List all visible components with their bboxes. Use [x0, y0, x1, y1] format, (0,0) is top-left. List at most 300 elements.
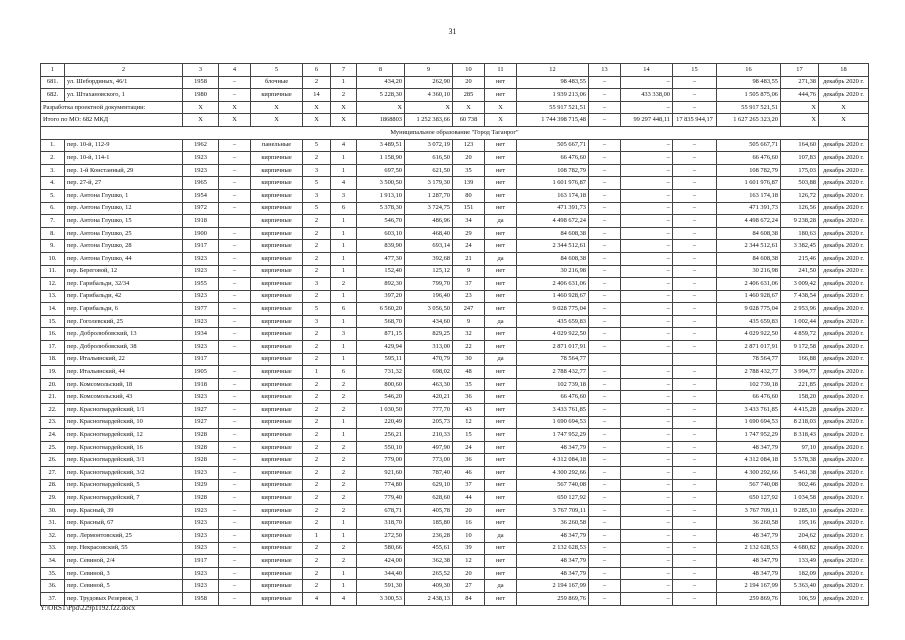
- table-cell: 2: [303, 378, 331, 391]
- table-cell: 66 476,60: [517, 391, 589, 404]
- table-cell: 567 740,08: [517, 479, 589, 492]
- column-number: 13: [589, 64, 621, 77]
- column-number: 16: [717, 64, 781, 77]
- table-cell: 204,62: [781, 529, 819, 542]
- table-cell: 23.: [41, 416, 65, 429]
- table-cell: 8 318,43: [781, 429, 819, 442]
- table-cell: –: [589, 391, 621, 404]
- table-cell: –: [673, 177, 717, 190]
- table-cell: пер. Красногвардейский, 3/2: [65, 467, 183, 480]
- table-cell: 1917: [183, 240, 219, 253]
- column-number: 7: [331, 64, 357, 77]
- table-cell: –: [589, 215, 621, 228]
- table-cell: 23: [453, 290, 485, 303]
- table-row: [41, 328, 869, 341]
- table-cell: 265,52: [405, 567, 453, 580]
- table-cell: –: [673, 152, 717, 165]
- table-cell: 98 483,55: [517, 76, 589, 89]
- table-row: [41, 240, 869, 253]
- table-cell: 5 578,38: [781, 454, 819, 467]
- table-cell: 2: [303, 76, 331, 89]
- table-cell: 2: [303, 152, 331, 165]
- table-cell: декабрь 2020 г.: [819, 164, 869, 177]
- table-cell: –: [673, 215, 717, 228]
- table-cell: 66 476,60: [717, 152, 781, 165]
- table-cell: 220,49: [357, 416, 405, 429]
- table-cell: –: [673, 76, 717, 89]
- table-row: [41, 555, 869, 568]
- table-cell: пер. Итальянский, 44: [65, 366, 183, 379]
- table-cell: 2: [303, 580, 331, 593]
- table-cell: нет: [485, 567, 517, 580]
- table-cell: 892,30: [357, 278, 405, 291]
- table-cell: 22.: [41, 404, 65, 417]
- table-cell: 2: [303, 567, 331, 580]
- table-cell: –: [219, 529, 251, 542]
- column-number: 4: [219, 64, 251, 77]
- table-cell: 697,50: [357, 164, 405, 177]
- table-cell: –: [589, 114, 621, 127]
- table-row: [41, 139, 869, 152]
- column-number: 1: [41, 64, 65, 77]
- table-cell: кирпичные: [251, 353, 303, 366]
- table-cell: [219, 353, 251, 366]
- table-row: [41, 152, 869, 165]
- table-cell: 546,70: [357, 215, 405, 228]
- table-cell: –: [621, 240, 673, 253]
- table-cell: 11.: [41, 265, 65, 278]
- table-cell: –: [673, 416, 717, 429]
- table-cell: 1955: [183, 278, 219, 291]
- table-cell: декабрь 2020 г.: [819, 492, 869, 505]
- table-cell: –: [219, 555, 251, 568]
- table-cell: 420,21: [405, 391, 453, 404]
- table-cell: 44: [453, 492, 485, 505]
- table-cell: 800,60: [357, 378, 405, 391]
- table-cell: –: [673, 227, 717, 240]
- table-cell: 12: [453, 416, 485, 429]
- table-cell: X: [331, 101, 357, 114]
- table-cell: 126,72: [781, 189, 819, 202]
- table-cell: 36.: [41, 580, 65, 593]
- table-cell: –: [219, 479, 251, 492]
- table-cell: –: [219, 341, 251, 354]
- table-cell: –: [589, 202, 621, 215]
- table-cell: 1923: [183, 164, 219, 177]
- column-number: 17: [781, 64, 819, 77]
- table-cell: пер. Некрасовский, 55: [65, 542, 183, 555]
- table-cell: X: [405, 101, 453, 114]
- table-cell: –: [673, 567, 717, 580]
- table-cell: –: [219, 290, 251, 303]
- column-number: 5: [251, 64, 303, 77]
- table-cell: 2 871 017,91: [517, 341, 589, 354]
- header-row: [41, 64, 869, 77]
- table-cell: –: [621, 567, 673, 580]
- table-cell: кирпичные: [251, 517, 303, 530]
- table-cell: 262,90: [405, 76, 453, 89]
- table-cell: 1868803: [357, 114, 405, 127]
- table-cell: 435 659,83: [517, 315, 589, 328]
- table-cell: 285: [453, 89, 485, 102]
- table-cell: кирпичные: [251, 240, 303, 253]
- table-cell: 1: [331, 227, 357, 240]
- table-cell: 215,46: [781, 252, 819, 265]
- table-cell: 1965: [183, 177, 219, 190]
- column-number: 14: [621, 64, 673, 77]
- table-cell: 779,00: [357, 454, 405, 467]
- table-cell: 1: [331, 353, 357, 366]
- table-cell: –: [589, 454, 621, 467]
- table-cell: –: [673, 542, 717, 555]
- table-cell: 731,32: [357, 366, 405, 379]
- table-cell: 2: [303, 479, 331, 492]
- table-cell: пер. 10-й, 112-9: [65, 139, 183, 152]
- table-cell: 2: [303, 290, 331, 303]
- table-cell: 33.: [41, 542, 65, 555]
- table-cell: пер. Антона Глушко, 15: [65, 215, 183, 228]
- table-cell: 6: [331, 303, 357, 316]
- table-cell: нет: [485, 164, 517, 177]
- table-cell: декабрь 2020 г.: [819, 529, 869, 542]
- table-cell: 4 360,10: [405, 89, 453, 102]
- table-cell: нет: [485, 504, 517, 517]
- table-cell: 4 498 672,24: [517, 215, 589, 228]
- table-cell: 546,20: [357, 391, 405, 404]
- table-cell: кирпичные: [251, 454, 303, 467]
- table-cell: 8.: [41, 227, 65, 240]
- table-cell: –: [589, 227, 621, 240]
- table-row: [41, 252, 869, 265]
- table-cell: –: [673, 517, 717, 530]
- table-cell: 434,60: [405, 315, 453, 328]
- table-cell: 1927: [183, 404, 219, 417]
- table-cell: 777,70: [405, 404, 453, 417]
- table-cell: 5 378,30: [357, 202, 405, 215]
- table-cell: –: [673, 580, 717, 593]
- table-cell: 151: [453, 202, 485, 215]
- table-cell: 1: [331, 152, 357, 165]
- table-cell: 21: [453, 252, 485, 265]
- table-cell: 1917: [183, 555, 219, 568]
- table-cell: 210,33: [405, 429, 453, 442]
- table-cell: 682.: [41, 89, 65, 102]
- table-cell: –: [219, 278, 251, 291]
- table-cell: 629,10: [405, 479, 453, 492]
- table-cell: 7 438,54: [781, 290, 819, 303]
- table-cell: 1 747 952,29: [717, 429, 781, 442]
- table-cell: 2: [331, 278, 357, 291]
- table-cell: 55 917 521,51: [717, 101, 781, 114]
- table-cell: нет: [485, 366, 517, 379]
- table-cell: –: [589, 240, 621, 253]
- table-cell: 4: [331, 139, 357, 152]
- table-cell: декабрь 2020 г.: [819, 240, 869, 253]
- table-cell: 435 659,83: [717, 315, 781, 328]
- table-cell: –: [621, 592, 673, 605]
- table-cell: 19.: [41, 366, 65, 379]
- table-cell: –: [219, 592, 251, 605]
- table-cell: 621,50: [405, 164, 453, 177]
- table-cell: –: [673, 328, 717, 341]
- table-cell: 36: [453, 454, 485, 467]
- table-cell: 166,88: [781, 353, 819, 366]
- table-cell: декабрь 2020 г.: [819, 76, 869, 89]
- table-cell: 2: [303, 227, 331, 240]
- table-cell: 30 216,98: [517, 265, 589, 278]
- table-cell: –: [621, 139, 673, 152]
- table-cell: 3 500,50: [357, 177, 405, 190]
- table-cell: –: [589, 404, 621, 417]
- table-cell: да: [485, 353, 517, 366]
- table-cell: 4 312 084,18: [517, 454, 589, 467]
- table-cell: 164,60: [781, 139, 819, 152]
- table-cell: –: [589, 366, 621, 379]
- table-cell: –: [219, 542, 251, 555]
- table-cell: 5: [303, 139, 331, 152]
- table-cell: 779,40: [357, 492, 405, 505]
- table-cell: пер. Красногвардейский, 16: [65, 441, 183, 454]
- table-cell: –: [219, 139, 251, 152]
- table-cell: 32: [453, 328, 485, 341]
- table-cell: ул. Шебординых, 46/1: [65, 76, 183, 89]
- table-cell: декабрь 2020 г.: [819, 215, 869, 228]
- table-cell: –: [621, 517, 673, 530]
- table-cell: пер. Красный, 67: [65, 517, 183, 530]
- table-cell: 1917: [183, 353, 219, 366]
- table-cell: 477,30: [357, 252, 405, 265]
- table-cell: –: [673, 391, 717, 404]
- table-cell: 2 344 512,61: [717, 240, 781, 253]
- table-cell: 1 690 694,53: [717, 416, 781, 429]
- table-row: [41, 592, 869, 605]
- table-cell: кирпичные: [251, 479, 303, 492]
- table-cell: да: [485, 315, 517, 328]
- table-cell: пер. Красногвардейский, 5: [65, 479, 183, 492]
- table-cell: 46: [453, 467, 485, 480]
- table-cell: –: [219, 152, 251, 165]
- table-row: [41, 454, 869, 467]
- table-cell: 344,40: [357, 567, 405, 580]
- table-cell: нет: [485, 328, 517, 341]
- table-cell: панельные: [251, 139, 303, 152]
- table-cell: –: [219, 366, 251, 379]
- table-cell: 48 347,79: [717, 555, 781, 568]
- table-cell: 1 505 875,06: [717, 89, 781, 102]
- table-cell: –: [589, 152, 621, 165]
- table-cell: кирпичные: [251, 328, 303, 341]
- table-cell: –: [673, 240, 717, 253]
- table-cell: 17.: [41, 341, 65, 354]
- table-cell: декабрь 2020 г.: [819, 441, 869, 454]
- table-cell: 5 461,38: [781, 467, 819, 480]
- table-cell: –: [219, 492, 251, 505]
- table-cell: 2 953,96: [781, 303, 819, 316]
- table-cell: декабрь 2020 г.: [819, 227, 869, 240]
- table-cell: 236,28: [405, 529, 453, 542]
- table-cell: X: [219, 114, 251, 127]
- table-cell: 60 738: [453, 114, 485, 127]
- table-cell: 3 994,77: [781, 366, 819, 379]
- column-number: 9: [405, 64, 453, 77]
- table-cell: 36: [453, 391, 485, 404]
- table-cell: 1 744 398 715,48: [517, 114, 589, 127]
- table-cell: кирпичные: [251, 152, 303, 165]
- table-cell: кирпичные: [251, 378, 303, 391]
- table-cell: 107,83: [781, 152, 819, 165]
- table-cell: декабрь 2020 г.: [819, 278, 869, 291]
- table-cell: –: [219, 429, 251, 442]
- table-cell: –: [589, 101, 621, 114]
- table-cell: –: [589, 139, 621, 152]
- table-cell: –: [673, 89, 717, 102]
- table-cell: 2: [303, 353, 331, 366]
- table-cell: 271,38: [781, 76, 819, 89]
- table-cell: 15: [453, 429, 485, 442]
- table-cell: декабрь 2020 г.: [819, 391, 869, 404]
- table-cell: 24: [453, 441, 485, 454]
- table-cell: 6: [331, 366, 357, 379]
- table-cell: 628,60: [405, 492, 453, 505]
- table-cell: –: [219, 202, 251, 215]
- table-cell: нет: [485, 152, 517, 165]
- table-cell: [673, 353, 717, 366]
- table-cell: –: [621, 504, 673, 517]
- table-cell: X: [819, 101, 869, 114]
- table-cell: нет: [485, 139, 517, 152]
- table-cell: 2 788 432,77: [517, 366, 589, 379]
- table-cell: 9: [453, 315, 485, 328]
- table-cell: –: [219, 177, 251, 190]
- table-cell: 37: [453, 278, 485, 291]
- table-cell: 1 034,58: [781, 492, 819, 505]
- table-cell: 1918: [183, 378, 219, 391]
- table-cell: 7.: [41, 215, 65, 228]
- table-cell: 1928: [183, 429, 219, 442]
- table-cell: кирпичные: [251, 542, 303, 555]
- table-cell: нет: [485, 89, 517, 102]
- table-cell: декабрь 2020 г.: [819, 152, 869, 165]
- table-cell: 272,50: [357, 529, 405, 542]
- table-cell: 1 252 383,66: [405, 114, 453, 127]
- table-row: [41, 315, 869, 328]
- table-cell: X: [251, 101, 303, 114]
- table-cell: 196,40: [405, 290, 453, 303]
- table-cell: X: [781, 114, 819, 127]
- table-cell: 10.: [41, 252, 65, 265]
- table-cell: пер. Антона Глушко, 25: [65, 227, 183, 240]
- table-cell: 48 347,79: [717, 529, 781, 542]
- table-cell: 2: [331, 467, 357, 480]
- table-row: [41, 467, 869, 480]
- table-cell: декабрь 2020 г.: [819, 567, 869, 580]
- table-cell: –: [621, 555, 673, 568]
- table-cell: 34: [453, 215, 485, 228]
- table-cell: –: [219, 580, 251, 593]
- table-cell: –: [673, 479, 717, 492]
- table-cell: X: [819, 114, 869, 127]
- table-cell: 3 767 709,11: [717, 504, 781, 517]
- table-cell: кирпичные: [251, 492, 303, 505]
- table-body: [41, 64, 869, 606]
- table-row: [41, 580, 869, 593]
- table-cell: 2 344 512,61: [517, 240, 589, 253]
- table-cell: 774,80: [357, 479, 405, 492]
- table-cell: 470,79: [405, 353, 453, 366]
- table-cell: 152,40: [357, 265, 405, 278]
- table-cell: 4 029 922,50: [717, 328, 781, 341]
- table-cell: 362,38: [405, 555, 453, 568]
- table-cell: декабрь 2020 г.: [819, 353, 869, 366]
- table-cell: 1: [331, 265, 357, 278]
- table-cell: 139: [453, 177, 485, 190]
- table-cell: 1923: [183, 567, 219, 580]
- table-row: [41, 567, 869, 580]
- table-cell: 48 347,79: [517, 567, 589, 580]
- table-cell: декабрь 2020 г.: [819, 139, 869, 152]
- table-cell: 31.: [41, 517, 65, 530]
- table-cell: кирпичные: [251, 555, 303, 568]
- table-cell: 256,21: [357, 429, 405, 442]
- table-cell: нет: [485, 391, 517, 404]
- table-cell: 16.: [41, 328, 65, 341]
- table-cell: нет: [485, 303, 517, 316]
- table-cell: X: [219, 101, 251, 114]
- table-cell: пер. Севиной, 2/4: [65, 555, 183, 568]
- table-cell: 3 433 761,85: [717, 404, 781, 417]
- table-cell: 25.: [41, 441, 65, 454]
- table-row: [41, 341, 869, 354]
- table-cell: нет: [485, 177, 517, 190]
- table-cell: пер. Красный, 39: [65, 504, 183, 517]
- table-cell: декабрь 2020 г.: [819, 328, 869, 341]
- table-cell: 34.: [41, 555, 65, 568]
- table-cell: декабрь 2020 г.: [819, 479, 869, 492]
- table-cell: 2: [303, 265, 331, 278]
- table-cell: пер. Красногвардейский, 10: [65, 416, 183, 429]
- table-cell: –: [219, 189, 251, 202]
- table-cell: 14.: [41, 303, 65, 316]
- table-cell: кирпичные: [251, 441, 303, 454]
- table-cell: –: [673, 555, 717, 568]
- table-cell: 3 724,75: [405, 202, 453, 215]
- table-cell: 839,90: [357, 240, 405, 253]
- table-cell: 2 132 628,53: [517, 542, 589, 555]
- table-cell: 35: [453, 378, 485, 391]
- table-cell: –: [589, 252, 621, 265]
- table-cell: 163 174,18: [517, 189, 589, 202]
- table-cell: кирпичные: [251, 265, 303, 278]
- table-cell: 3: [303, 189, 331, 202]
- table-cell: нет: [485, 479, 517, 492]
- table-cell: нет: [485, 592, 517, 605]
- table-cell: –: [621, 252, 673, 265]
- table-cell: 2: [331, 391, 357, 404]
- table-cell: 78 564,77: [717, 353, 781, 366]
- table-cell: декабрь 2020 г.: [819, 341, 869, 354]
- table-cell: –: [219, 416, 251, 429]
- table-cell: –: [673, 189, 717, 202]
- table-cell: 78 564,77: [517, 353, 589, 366]
- table-cell: 1: [331, 567, 357, 580]
- table-cell: 1: [331, 315, 357, 328]
- table-cell: –: [589, 429, 621, 442]
- table-cell: 3 767 709,11: [517, 504, 589, 517]
- table-cell: ул. Штахановского, 1: [65, 89, 183, 102]
- table-cell: 1923: [183, 517, 219, 530]
- table-cell: пер. Красногвардейский, 1/1: [65, 404, 183, 417]
- table-cell: 1934: [183, 328, 219, 341]
